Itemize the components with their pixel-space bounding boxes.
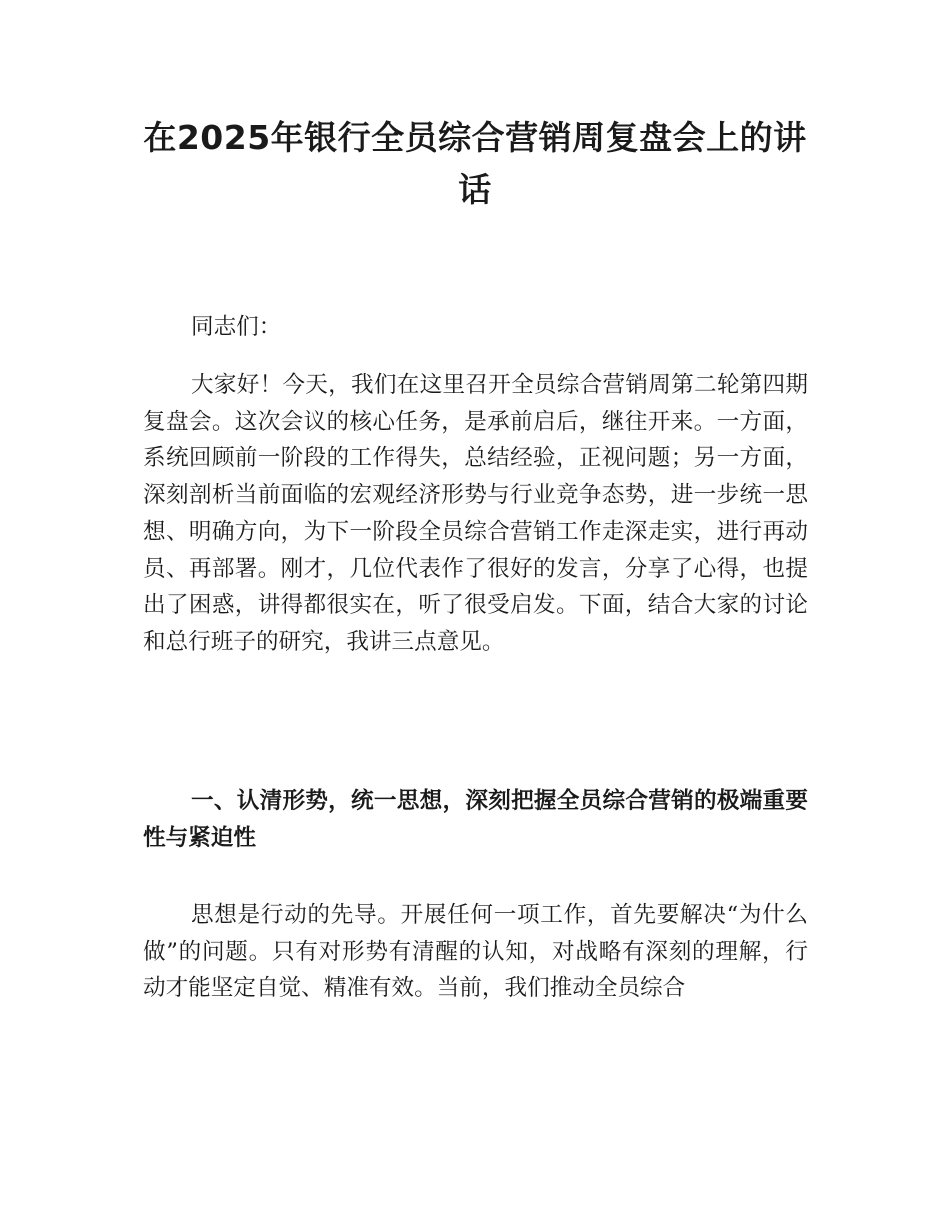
section-heading-1: 一、认清形势，统一思想，深刻把握全员综合营销的极端重要性与紧迫性 <box>143 788 808 851</box>
intro-paragraph: 大家好！今天，我们在这里召开全员综合营销周第二轮第四期复盘会。这次会议的核心任务，是承前启后，继往开来。一方面，系统回顾前一阶段的工作得失，总结经验，正视问题；另一方面，深刻剖析当前面临的宏观经济形势与行业竞争态势，进一步统一思想、明确方向，为下一阶段全员综合营销工作走深走实，进行再动员、再部署。刚才，几位代表作了很好的发言，分享了心得，也提出了困惑，讲得都很实在，听了很受启发。下面，结合大家的讨论和总行班子的研究，我讲三点意见。 <box>143 372 808 655</box>
document-title: 在2025年银行全员综合营销周复盘会上的讲话 <box>143 118 807 209</box>
section-1-paragraph: 思想是行动的先导。开展任何一项工作，首先要解决“为什么做”的问题。只有对形势有清醒的认知，对战略有深刻的理解，行动才能坚定自觉、精准有效。当前，我们推动全员综合 <box>143 902 808 1002</box>
greeting: 同志们： <box>191 314 282 340</box>
